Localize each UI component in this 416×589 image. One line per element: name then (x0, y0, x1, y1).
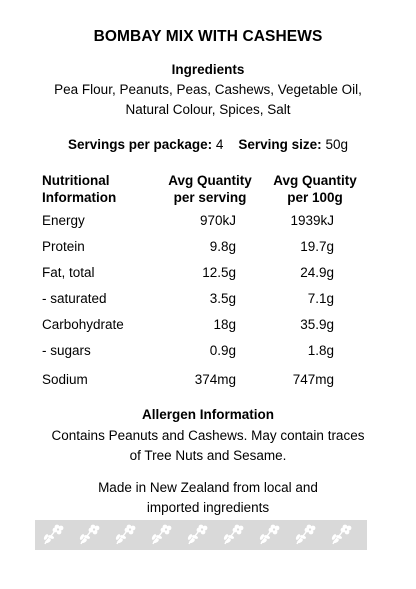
row-per-100g: 19.7g (300, 239, 334, 254)
row-per-100g: 7.1g (307, 291, 334, 306)
flower-sprig-icon (151, 525, 171, 544)
ingredients-line-2: Natural Colour, Spices, Salt (125, 102, 291, 117)
row-per-100g: 747mg (292, 372, 334, 387)
table-header-per-serving-line-2: per serving (173, 190, 247, 205)
servings-per-package-value: 4 (215, 137, 224, 152)
table-header-per-100g (265, 172, 365, 206)
servings-info (0, 137, 416, 152)
table-row (0, 213, 416, 233)
row-label: - sugars (42, 343, 91, 358)
allergen-heading: Allergen Information (141, 407, 274, 422)
serving-size-value: 50g (325, 137, 348, 152)
allergen-line-1: Contains Peanuts and Cashews. May contain traces (51, 428, 365, 443)
table-header-per-100g-line-1: Avg Quantity (273, 173, 357, 188)
row-per-serving: 9.8g (209, 239, 236, 254)
row-label: Energy (42, 213, 85, 228)
row-per-serving: 18g (213, 317, 236, 332)
row-per-100g: 35.9g (300, 317, 334, 332)
row-label: Carbohydrate (42, 317, 124, 332)
table-row (0, 343, 416, 363)
row-per-serving: 970kJ (199, 213, 236, 228)
row-label: Fat, total (42, 265, 95, 280)
allergen-line-2: of Tree Nuts and Sesame. (129, 448, 287, 463)
table-row (0, 265, 416, 285)
table-row (0, 239, 416, 259)
row-per-100g: 1.8g (307, 343, 334, 358)
servings-per-package-label: Servings per package: (68, 137, 213, 152)
flower-sprig-icon (259, 525, 279, 544)
flower-sprig-icon (187, 525, 207, 544)
table-row (0, 317, 416, 337)
row-per-100g: 24.9g (300, 265, 334, 280)
decorative-band (35, 520, 367, 550)
flower-sprig-icon (331, 525, 351, 544)
table-header-nutritional-line-1: Nutritional (42, 173, 110, 188)
table-header-per-100g-line-2: per 100g (287, 190, 343, 205)
row-per-serving: 374mg (194, 372, 236, 387)
row-label: Protein (42, 239, 85, 254)
ingredients-heading: Ingredients (171, 62, 245, 77)
table-row (0, 372, 416, 392)
flower-sprig-icon (115, 525, 135, 544)
origin-line-1: Made in New Zealand from local and (98, 480, 318, 495)
table-header-per-serving (150, 172, 270, 206)
table-header-per-serving-line-1: Avg Quantity (168, 173, 252, 188)
product-title: BOMBAY MIX WITH CASHEWS (93, 28, 323, 45)
row-per-serving: 12.5g (202, 265, 236, 280)
flower-sprig-pattern (35, 520, 367, 550)
row-label: - saturated (42, 291, 107, 306)
flower-sprig-icon (79, 525, 99, 544)
row-label: Sodium (42, 372, 88, 387)
flower-sprig-icon (43, 525, 63, 544)
ingredients-line-1: Pea Flour, Peanuts, Peas, Cashews, Vegetable Oil, (54, 82, 362, 97)
origin-line-2: imported ingredients (146, 500, 270, 515)
row-per-100g: 1939kJ (290, 213, 334, 228)
table-row (0, 291, 416, 311)
table-header-nutritional (42, 172, 116, 206)
flower-sprig-icon (223, 525, 243, 544)
table-header-nutritional-line-2: Information (42, 190, 117, 205)
row-per-serving: 0.9g (209, 343, 236, 358)
serving-size-label: Serving size: (238, 137, 322, 152)
flower-sprig-icon (295, 525, 315, 544)
row-per-serving: 3.5g (209, 291, 236, 306)
